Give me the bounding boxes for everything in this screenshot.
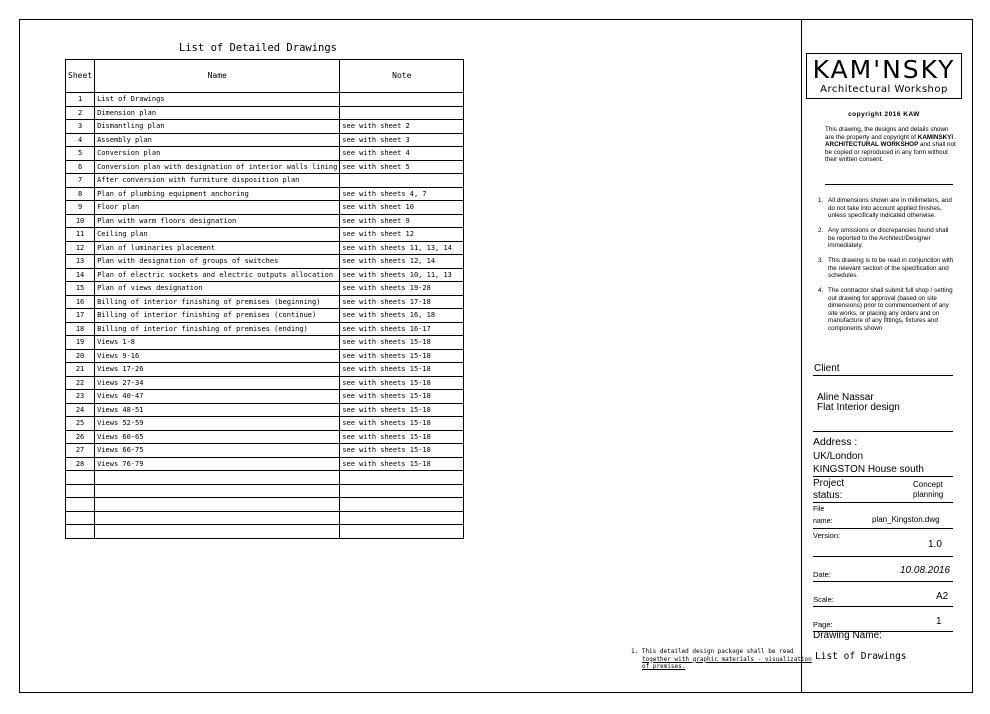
copyright-title: copyright 2016 KAW — [848, 111, 920, 118]
table-row — [66, 417, 464, 431]
copyright-text-a: This drawing, the designs and details shown are the property and copyright of — [825, 126, 949, 141]
file-label: File — [813, 506, 825, 513]
cell-note: see with sheets 15-18 — [340, 417, 464, 431]
page-label: Page: — [813, 620, 833, 629]
logo-subtitle: Architectural Workshop — [820, 84, 948, 95]
note-number: 1. — [818, 197, 824, 204]
cell-sheet: 20 — [66, 349, 95, 363]
cell-note: see with sheets 10, 11, 13 — [340, 268, 464, 282]
cell-note — [340, 93, 464, 107]
cell-sheet: 19 — [66, 336, 95, 350]
header-sheet: Sheet — [66, 60, 95, 93]
cell-name: Views 1-8 — [95, 336, 340, 350]
cell-note: see with sheets 15-18 — [340, 349, 464, 363]
table-row — [66, 214, 464, 228]
note-number: 2. — [818, 227, 824, 234]
cell-sheet: 25 — [66, 417, 95, 431]
cell-sheet — [66, 498, 95, 512]
header-name: Name — [95, 60, 340, 93]
table-row — [66, 309, 464, 323]
footnote-line: of premises. — [642, 663, 686, 670]
note-text: All dimensions shown are in millimeters, and do not take into account applied finishes, unless specifically indicated otherwise. — [828, 197, 952, 219]
drawings-table — [65, 59, 464, 539]
cell-name: Dimension plan — [95, 106, 340, 120]
cell-sheet: 10 — [66, 214, 95, 228]
cell-name: Conversion plan — [95, 147, 340, 161]
table-row — [66, 471, 464, 485]
cell-sheet: 17 — [66, 309, 95, 323]
cell-sheet: 16 — [66, 295, 95, 309]
cell-sheet: 11 — [66, 228, 95, 242]
cell-note: see with sheet 5 — [340, 160, 464, 174]
project-status-value: planning — [913, 490, 944, 499]
logo-name: KAM'NSKY — [812, 55, 956, 84]
table-row — [66, 268, 464, 282]
note-item — [818, 197, 956, 220]
cell-name: Views 66-75 — [95, 444, 340, 458]
cell-note: see with sheet 9 — [340, 214, 464, 228]
cell-name: Plan of plumbing equipment anchoring — [95, 187, 340, 201]
table-row — [66, 363, 464, 377]
version-label: Version: — [813, 531, 841, 540]
cell-note: see with sheets 16, 18 — [340, 309, 464, 323]
drawing-name-label: Drawing Name: — [813, 630, 882, 641]
table-row — [66, 187, 464, 201]
cell-name — [95, 484, 340, 498]
footnote-line: 1. This detailed design package shall be read — [631, 648, 794, 655]
cell-sheet: 21 — [66, 363, 95, 377]
file-label: name: — [813, 518, 833, 525]
note-number: 3. — [818, 257, 824, 264]
client-project: Flat Interior design — [817, 402, 900, 413]
table-row — [66, 160, 464, 174]
address-line: UK/London — [813, 451, 864, 462]
divider — [825, 184, 953, 185]
table-row — [66, 430, 464, 444]
scale-label: Scale: — [813, 595, 834, 604]
table-body — [66, 93, 464, 539]
cell-note: see with sheets 15-18 — [340, 444, 464, 458]
cell-name: Views 48-51 — [95, 403, 340, 417]
cell-name: Floor plan — [95, 201, 340, 215]
cell-note: see with sheet 12 — [340, 228, 464, 242]
cell-note: see with sheet 10 — [340, 201, 464, 215]
note-item — [818, 287, 956, 332]
cell-name: Views 52-59 — [95, 417, 340, 431]
cell-name: After conversion with furniture disposition plan — [95, 174, 340, 188]
general-notes — [818, 197, 956, 340]
cell-note: see with sheet 2 — [340, 120, 464, 134]
drawing-name-value: List of Drawings — [815, 651, 907, 662]
header-note: Note — [340, 60, 464, 93]
table-row — [66, 376, 464, 390]
table-title: List of Detailed Drawings — [178, 42, 338, 54]
cell-name: Dismantling plan — [95, 120, 340, 134]
cell-sheet — [66, 525, 95, 539]
cell-note: see with sheets 15-18 — [340, 390, 464, 404]
divider — [813, 606, 953, 607]
copyright-text-c: and shall not be copied or reproduced in any form without their written consent. — [825, 141, 956, 163]
divider — [813, 476, 953, 477]
cell-name: List of Drawings — [95, 93, 340, 107]
cell-sheet: 23 — [66, 390, 95, 404]
table-row — [66, 444, 464, 458]
table-row — [66, 255, 464, 269]
cell-note: see with sheets 15-18 — [340, 376, 464, 390]
copyright-owner: KAMINSKYI ARCHITECTURAL WORKSHOP — [825, 133, 954, 148]
note-number: 4. — [818, 287, 824, 294]
table-row — [66, 390, 464, 404]
table-row — [66, 201, 464, 215]
address-line: KINGSTON House south — [813, 464, 924, 475]
copyright-text — [825, 126, 957, 164]
table-row — [66, 282, 464, 296]
table-row — [66, 93, 464, 107]
cell-name — [95, 498, 340, 512]
table-row — [66, 322, 464, 336]
table-row — [66, 106, 464, 120]
cell-note — [340, 511, 464, 525]
note-text: Any omissions or discrepancies found shall be reported to the Architect/Designer immediately. — [828, 227, 949, 249]
cell-sheet: 13 — [66, 255, 95, 269]
cell-note: see with sheets 11, 13, 14 — [340, 241, 464, 255]
cell-sheet: 3 — [66, 120, 95, 134]
cell-sheet: 18 — [66, 322, 95, 336]
cell-name: Conversion plan with designation of interior walls lining — [95, 160, 340, 174]
cell-name: Views 27-34 — [95, 376, 340, 390]
cell-note: see with sheets 15-18 — [340, 430, 464, 444]
table-row — [66, 147, 464, 161]
cell-name: Billing of interior finishing of premises (continue) — [95, 309, 340, 323]
table-row — [66, 241, 464, 255]
cell-name: Plan of views designation — [95, 282, 340, 296]
cell-name: Views 40-47 — [95, 390, 340, 404]
cell-sheet: 12 — [66, 241, 95, 255]
divider — [813, 502, 953, 503]
cell-name: Billing of interior finishing of premises (ending) — [95, 322, 340, 336]
page-value: 1 — [936, 616, 942, 627]
cell-name: Views 60-65 — [95, 430, 340, 444]
divider — [813, 556, 953, 557]
divider — [813, 581, 953, 582]
file-name: plan_Kingston.dwg — [872, 515, 940, 524]
cell-note — [340, 471, 464, 485]
address-label: Address : — [813, 436, 858, 448]
cell-note — [340, 174, 464, 188]
cell-note: see with sheets 16-17 — [340, 322, 464, 336]
cell-name: Plan with warm floors designation — [95, 214, 340, 228]
footnote-line: together with graphic materials - visualization — [642, 655, 812, 663]
cell-sheet: 8 — [66, 187, 95, 201]
table-row — [66, 498, 464, 512]
table-row — [66, 457, 464, 471]
cell-sheet — [66, 484, 95, 498]
cell-note: see with sheet 4 — [340, 147, 464, 161]
table-row — [66, 133, 464, 147]
table-row — [66, 295, 464, 309]
cell-sheet: 22 — [66, 376, 95, 390]
divider — [813, 431, 953, 432]
table-row — [66, 336, 464, 350]
cell-sheet: 6 — [66, 160, 95, 174]
cell-sheet: 24 — [66, 403, 95, 417]
cell-note: see with sheet 3 — [340, 133, 464, 147]
cell-sheet: 27 — [66, 444, 95, 458]
cell-sheet: 1 — [66, 93, 95, 107]
cell-sheet — [66, 511, 95, 525]
divider — [813, 375, 953, 376]
company-logo — [806, 53, 962, 99]
cell-note — [340, 106, 464, 120]
cell-note: see with sheets 15-18 — [340, 457, 464, 471]
cell-sheet: 7 — [66, 174, 95, 188]
cell-name: Assembly plan — [95, 133, 340, 147]
cell-sheet: 2 — [66, 106, 95, 120]
note-item — [818, 257, 956, 280]
footnote — [631, 648, 812, 671]
cell-name — [95, 471, 340, 485]
cell-sheet: 28 — [66, 457, 95, 471]
project-status-label: status: — [813, 490, 843, 501]
table-row — [66, 484, 464, 498]
cell-note: see with sheets 4, 7 — [340, 187, 464, 201]
cell-name: Views 76-79 — [95, 457, 340, 471]
project-status-value: Concept — [913, 480, 943, 489]
cell-sheet: 26 — [66, 430, 95, 444]
cell-name — [95, 525, 340, 539]
table-row — [66, 403, 464, 417]
note-text: The contractor shall submit full shop / setting out drawing for approval (based on site dimensions) prior to commencement of any site works, or placing any orders and on manufacture of any fittings, fixtures and components shown — [828, 287, 953, 332]
scale-value: A2 — [936, 591, 949, 602]
cell-name: Billing of interior finishing of premises (beginning) — [95, 295, 340, 309]
table-row — [66, 174, 464, 188]
date-value: 10.08.2016 — [900, 565, 951, 576]
table-row — [66, 120, 464, 134]
cell-sheet: 15 — [66, 282, 95, 296]
cell-note — [340, 525, 464, 539]
cell-note: see with sheets 15-18 — [340, 403, 464, 417]
table-row — [66, 511, 464, 525]
cell-sheet: 5 — [66, 147, 95, 161]
cell-name: Plan of luminaries placement — [95, 241, 340, 255]
cell-name — [95, 511, 340, 525]
divider — [813, 528, 953, 529]
cell-sheet: 9 — [66, 201, 95, 215]
note-item — [818, 227, 956, 250]
cell-note: see with sheets 17-18 — [340, 295, 464, 309]
cell-note — [340, 498, 464, 512]
cell-name: Ceiling plan — [95, 228, 340, 242]
cell-sheet — [66, 471, 95, 485]
cell-note: see with sheets 12, 14 — [340, 255, 464, 269]
cell-note: see with sheets 15-18 — [340, 363, 464, 377]
note-text: This drawing is to be read in conjunction with the relevant section of the specification and schedules. — [828, 257, 954, 279]
table-row — [66, 525, 464, 539]
cell-note — [340, 484, 464, 498]
cell-name: Plan of electric sockets and electric outputs allocation — [95, 268, 340, 282]
client-name: Aline Nassar — [817, 392, 874, 403]
cell-sheet: 14 — [66, 268, 95, 282]
table-row — [66, 228, 464, 242]
cell-note: see with sheets 15-18 — [340, 336, 464, 350]
cell-name: Views 9-16 — [95, 349, 340, 363]
cell-note: see with sheets 19-28 — [340, 282, 464, 296]
table-header-row — [66, 60, 464, 93]
cell-name: Views 17-26 — [95, 363, 340, 377]
client-label: Client — [814, 363, 840, 374]
cell-sheet: 4 — [66, 133, 95, 147]
version-value: 1.0 — [928, 539, 942, 550]
cell-name: Plan with designation of groups of switches — [95, 255, 340, 269]
table-row — [66, 349, 464, 363]
project-status-label: Project — [813, 478, 845, 489]
date-label: Date: — [813, 570, 831, 579]
